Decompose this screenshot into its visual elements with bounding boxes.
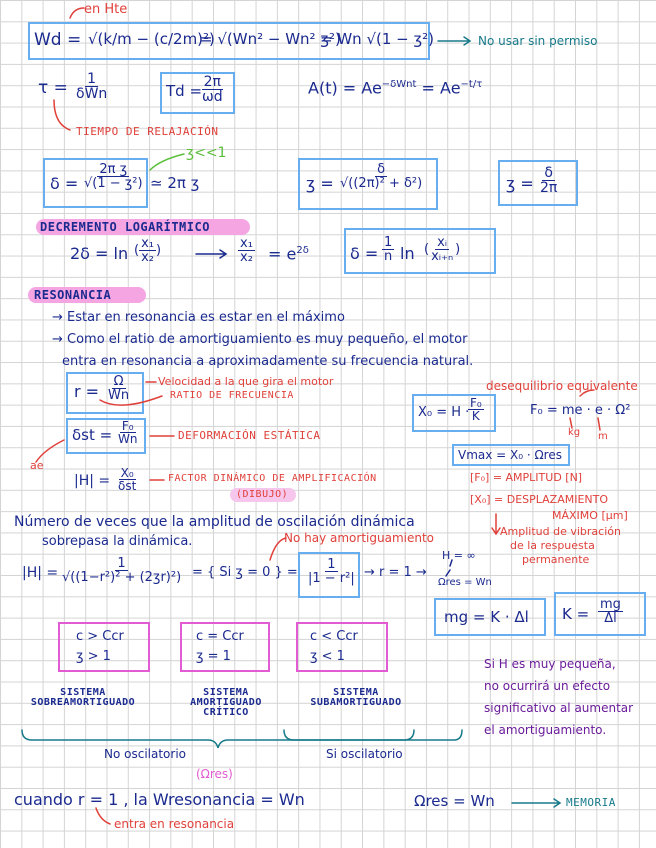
k-lhs: K =	[562, 605, 590, 623]
delta-ln-fraction-1: $\frac{1}{n}$	[384, 235, 393, 264]
x0-desplazamiento-note-1: [X₀] = DESPLAZAMIENTO	[470, 493, 609, 506]
dst-lhs: δst =	[72, 426, 113, 444]
no-usar-watermark: No usar sin permiso	[478, 34, 598, 48]
h-lhs: |H| =	[74, 473, 111, 489]
h-note-factor: FACTOR DINÁMICO DE AMPLIFICACIÓN	[168, 473, 377, 484]
f0-unit-m: m	[598, 431, 608, 442]
h-undamped-fraction: $\frac{1}{\text{|1 − r²|}}$	[308, 557, 355, 586]
decremento-title: DECREMENTO LOGARÍTMICO	[40, 220, 210, 234]
h-big-condition: = { Si ʒ = 0 } =	[192, 565, 298, 580]
k-fraction: $\frac{mg}{\Delta l}$	[600, 597, 621, 626]
zeta-fraction: $\frac{\delta}{\text{√((2π)² + δ²)}}$	[340, 162, 423, 191]
x0-fraction: $\frac{\text{F₀}}{K}$	[470, 396, 482, 423]
en-hte-note: en Hte	[84, 2, 128, 17]
x0-vibracion-arrow	[492, 514, 500, 534]
tiempo-relajacion-label: TIEMPO DE RELAJACIÓN	[76, 125, 219, 138]
vmax-expression: Vmax = X₀ · Ωres	[458, 448, 562, 462]
en-hte-arrow	[70, 8, 84, 18]
zeta-lhs: ʒ =	[306, 174, 334, 193]
decremento-fraction-2: $\frac{\text{x₁}}{\text{x₂}}$	[240, 236, 253, 265]
at-expression: $A(t) = Ae^{-\delta Wnt} = Ae^{-t/\tau}$	[308, 78, 483, 98]
td-fraction: $\frac{2\pi}{\omega d}$	[202, 74, 223, 105]
zeta-small-arrow	[150, 154, 184, 170]
delta-lhs: δ =	[50, 174, 79, 193]
vibracion-note-3: permanente	[522, 553, 590, 566]
h-big-lhs: |H| =	[22, 565, 59, 581]
purple-note-4: el amortiguamiento.	[484, 723, 607, 737]
dst-fraction: $\frac{\text{F₀}}{Wn}$	[118, 419, 138, 446]
case-2-label: SISTEMA AMORTIGUADO CRÍTICO	[190, 687, 262, 718]
resonancia-bullet-1: → Estar en resonancia es estar en el máximo	[52, 310, 345, 325]
decremento-lhs: 2δ = ln	[70, 244, 129, 263]
dst-side-note: ae	[30, 459, 44, 472]
resonancia-bullet-2a: → Como el ratio de amortiguamiento es muy pequeño, el motor	[52, 332, 468, 347]
wd-equals-2: = √(Wn² − Wn² ʒ²)	[200, 30, 341, 48]
numero-veces-line-1: Número de veces que la amplitud de oscilación dinámica	[14, 514, 415, 530]
h-inf-arrows	[446, 560, 452, 576]
wd-lhs: Wd =	[34, 30, 82, 50]
desequilibrio-note: desequilibrio equivalente	[486, 379, 638, 393]
memoria-arrow	[512, 799, 560, 807]
h-infinity: H = ∞	[442, 549, 476, 562]
x0-desplazamiento-note-2: MÁXIMO [μm]	[552, 509, 628, 522]
no-amortiguamiento-note: No hay amortiguamiento	[284, 531, 434, 545]
bottom-rhs: Ωres = Wn	[414, 792, 495, 810]
tau-arrow	[54, 100, 70, 130]
h-fraction: $\frac{\text{X₀}}{\text{δst}}$	[118, 466, 137, 493]
decremento-rhs: = $e^{2\delta}$	[268, 244, 309, 264]
zeta-simple-lhs: ʒ =	[506, 174, 534, 193]
purple-note-1: Si H es muy pequeña,	[484, 657, 616, 671]
x0-lhs: X₀ = H ·	[418, 405, 470, 420]
r-note-velocidad: Velocidad a la que gira el motor	[158, 375, 334, 388]
case-3-line-1: c < Ccr	[310, 629, 358, 644]
r-note-ratio: RATIO DE FRECUENCIA	[170, 390, 294, 401]
r-lhs: r =	[74, 382, 100, 401]
delta-approx: ≃ 2π ʒ	[150, 174, 200, 192]
case-2-line-1: c = Ccr	[196, 629, 244, 644]
vibracion-note-2: de la respuesta	[510, 539, 595, 552]
omega-res-note: Ωres = Wn	[438, 577, 492, 588]
case-1-line-1: c > Ccr	[76, 629, 124, 644]
f0-amplitud-note: [F₀] = AMPLITUD [N]	[470, 471, 583, 484]
delta-ln-lhs: δ =	[350, 244, 379, 263]
decremento-fraction-1: ( $\frac{\text{x₁}}{\text{x₂}}$ )	[134, 236, 162, 265]
delta-ln-ln: ln	[400, 244, 415, 263]
td-lhs: Td =	[166, 82, 203, 100]
purple-note-3: significativo al aumentar	[484, 701, 634, 715]
resonancia-bullet-2b: entra en resonancia a aproximadamente su frecuencia natural.	[62, 354, 474, 369]
h-note-dibujo: (DIBUJO)	[236, 489, 289, 500]
dst-note: DEFORMACIÓN ESTÁTICA	[178, 429, 321, 442]
f0-unit-kg: kg	[568, 427, 581, 438]
zeta-small-condition: ʒ<<1	[186, 145, 227, 161]
tau-fraction: $\frac{1}{\text{δWn}}$	[76, 71, 108, 102]
r-fraction: $\frac{\Omega}{Wn}$	[108, 374, 130, 403]
resonancia-title: RESONANCIA	[34, 288, 112, 302]
mg-expression: mg = K · Δl	[444, 608, 529, 626]
si-oscilatorio-brace	[284, 730, 462, 740]
no-oscilatorio-label: No oscilatorio	[104, 747, 187, 761]
no-usar-arrow	[438, 37, 470, 45]
decremento-arrow	[196, 250, 226, 258]
wd-equals-3: = Wn √(1 − ʒ²)	[320, 30, 435, 48]
case-3-label: SISTEMA SUBAMORTIGUADO	[310, 687, 402, 708]
case-3-line-2: ʒ < 1	[310, 649, 345, 664]
zeta-simple-fraction: $\frac{\delta}{2\pi}$	[540, 165, 558, 196]
bottom-note: entra en resonancia	[114, 817, 235, 831]
tau-lhs: τ =	[38, 78, 68, 98]
no-oscilatorio-brace	[22, 730, 414, 748]
si-oscilatorio-label: Si oscilatorio	[326, 747, 403, 761]
purple-note-2: no ocurrirá un efecto	[484, 679, 611, 693]
vibracion-note-1: Amplitud de vibración	[500, 525, 621, 538]
h-big-fraction: $\frac{1}{\text{√((1−r²)² + (2ʒr)²)}}$	[62, 556, 182, 585]
case-2-line-2: ʒ = 1	[196, 649, 231, 664]
case-1-label: SISTEMA SOBREAMORTIGUADO	[30, 687, 136, 708]
numero-veces-line-2: sobrepasa la dinámica.	[42, 534, 193, 549]
bottom-note-arrow	[96, 808, 110, 824]
wd-sqrt-expression: √(k/m − (c/2m)²)	[88, 30, 215, 48]
memoria-label: MEMORIA	[566, 796, 616, 809]
delta-ln-fraction-2: ( $\frac{\text{xᵢ}}{\text{xᵢ₊ₙ}}$ )	[424, 235, 461, 264]
omega-res-label: (Ωres)	[196, 767, 233, 781]
f0-expression: F₀ = me · e · Ω²	[530, 403, 631, 418]
bottom-line: cuando r = 1 , la Wresonancia = Wn	[14, 790, 305, 809]
delta-fraction: $\frac{\text{2π ʒ}}{\text{√(1 − ʒ²)}}$	[84, 162, 143, 191]
case-1-line-2: ʒ > 1	[76, 649, 111, 664]
h-big-arrow: → r = 1 →	[364, 565, 427, 580]
